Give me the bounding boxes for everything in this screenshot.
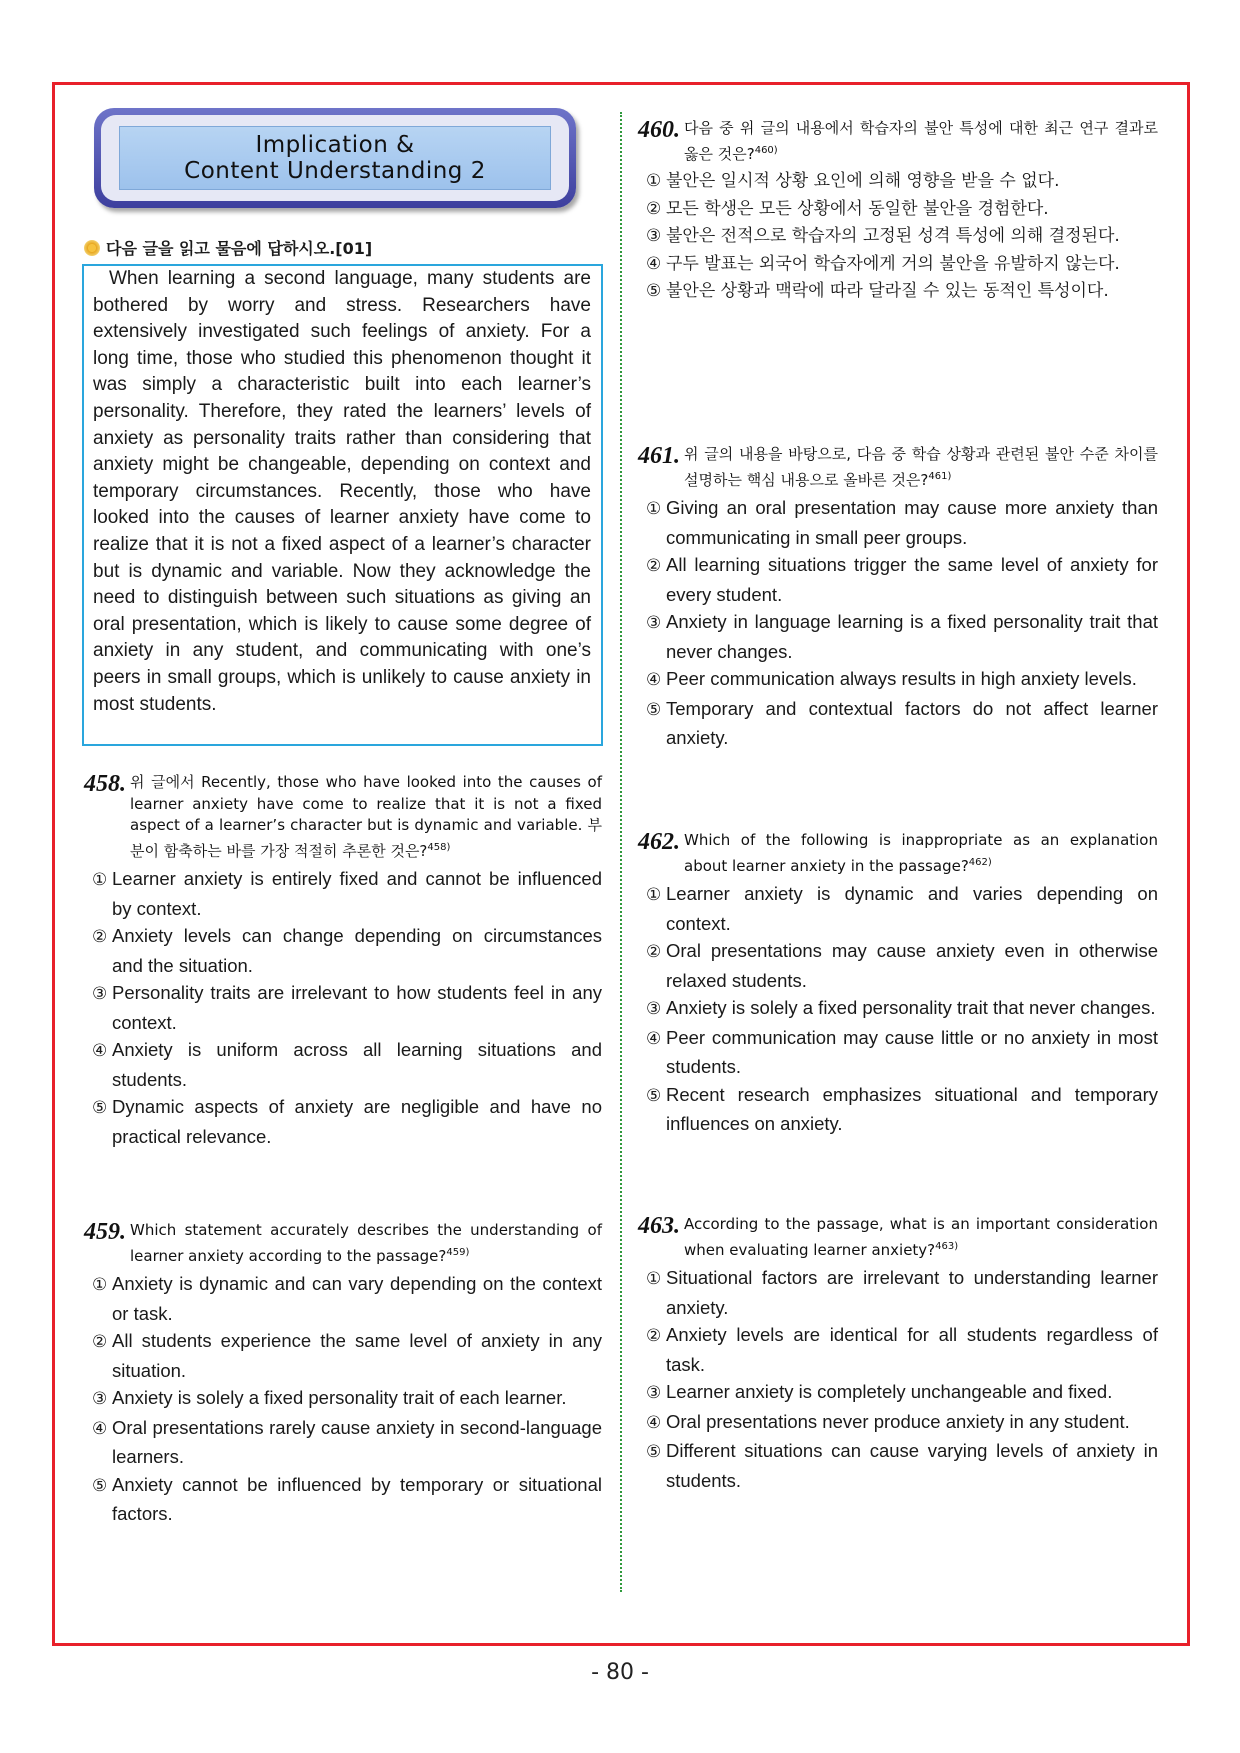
option-2[interactable]: ② Anxiety levels are identical for all students regardless of task. (646, 1324, 1158, 1375)
option-4[interactable]: ④ Anxiety is uniform across all learning situations and students. (92, 1039, 602, 1090)
question-458 (84, 772, 602, 1150)
option-3[interactable]: ③ Anxiety is solely a fixed personality trait that never changes. (646, 997, 1156, 1019)
option-5[interactable]: ⑤ Recent research emphasizes situational and temporary influences on anxiety. (646, 1083, 1158, 1134)
option-2[interactable]: ② 모든 학생은 모든 상황에서 동일한 불안을 경험한다. (646, 198, 1049, 219)
instruction (84, 236, 372, 259)
option-2[interactable]: ② Oral presentations may cause anxiety even in otherwise relaxed students. (646, 940, 1158, 991)
option-1[interactable]: ① Learner anxiety is dynamic and varies depending on context. (646, 883, 1158, 934)
question-number: 458. (84, 771, 126, 797)
instruction-text: 다음 글을 읽고 물음에 답하시오.[01] (106, 239, 373, 258)
option-list (84, 1270, 602, 1528)
option-3[interactable]: ③ Learner anxiety is completely unchangeable and fixed. (646, 1381, 1113, 1403)
option-2[interactable]: ② Anxiety levels can change depending on circumstances and the situation. (92, 925, 602, 976)
question-number: 462. (638, 829, 680, 855)
option-5[interactable]: ⑤ Temporary and contextual factors do not affect learner anxiety. (646, 697, 1158, 748)
option-3[interactable]: ③ Anxiety is solely a fixed personality trait of each learner. (92, 1387, 567, 1409)
option-3[interactable]: ③ Personality traits are irrelevant to how students feel in any context. (92, 982, 602, 1033)
option-3[interactable]: ③ Anxiety in language learning is a fixed personality trait that never changes. (646, 611, 1158, 662)
question-number: 459. (84, 1219, 126, 1245)
reading-passage (82, 264, 603, 746)
option-4[interactable]: ④ 구두 발표는 외국어 학습자에게 거의 불안을 유발하지 않는다. (646, 253, 1120, 274)
question-stem: 위 글에서 Recently, those who have looked into the causes of learner anxiety have come to realize that it is not a fixed aspect of a learner’s character but is dynamic and variable. 부분이 함축하는 바를 가장 적절히 추론한 것은?$^{458)}$ (130, 773, 602, 860)
option-1[interactable]: ① Giving an oral presentation may cause more anxiety than communicating in small peer groups. (646, 497, 1158, 548)
option-list (638, 1264, 1158, 1494)
option-4[interactable]: ④ Peer communication always results in high anxiety levels. (646, 668, 1137, 690)
option-4[interactable]: ④ Oral presentations rarely cause anxiety in second-language learners. (92, 1416, 602, 1467)
option-2[interactable]: ② All students experience the same level of anxiety in any situation. (92, 1330, 602, 1381)
option-1[interactable]: ① Learner anxiety is entirely fixed and cannot be influenced by context. (92, 868, 602, 919)
question-460 (638, 118, 1158, 306)
question-stem: According to the passage, what is an important consideration when evaluating learner anxiety?$^{463)}$ (684, 1215, 1158, 1259)
option-5[interactable]: ⑤ 불안은 상황과 맥락에 따라 달라질 수 있는 동적인 특성이다. (646, 281, 1109, 301)
option-list (638, 494, 1158, 752)
option-5[interactable]: ⑤ Different situations can cause varying levels of anxiety in students. (646, 1440, 1158, 1491)
option-1[interactable]: ① Anxiety is dynamic and can vary depending on the context or task. (92, 1273, 602, 1324)
question-number: 460. (638, 117, 680, 143)
question-stem: Which statement accurately describes the understanding of learner anxiety according to the passage?$^{459)}$ (130, 1221, 602, 1265)
option-list (84, 865, 602, 1150)
section-title-badge (94, 108, 576, 208)
option-1[interactable]: ① Situational factors are irrelevant to understanding learner anxiety. (646, 1267, 1158, 1318)
option-3[interactable]: ③ 불안은 전적으로 학습자의 고정된 성격 특성에 의해 결정된다. (646, 226, 1120, 246)
question-number: 463. (638, 1213, 680, 1239)
section-title-line-1: Implication & (255, 132, 415, 158)
option-2[interactable]: ② All learning situations trigger the same level of anxiety for every student. (646, 554, 1158, 605)
column-divider (620, 112, 622, 1592)
flower-icon (84, 240, 100, 256)
question-stem: 다음 중 위 글의 내용에서 학습자의 불안 특성에 대한 최근 연구 결과로 옳은 것은?$^{460)}$ (684, 119, 1158, 163)
option-4[interactable]: ④ Peer communication may cause little or no anxiety in most students. (646, 1026, 1158, 1077)
option-1[interactable]: ① 불안은 일시적 상황 요인에 의해 영향을 받을 수 없다. (646, 171, 1060, 191)
section-title-line-2: Content Understanding 2 (184, 158, 486, 184)
question-stem: 위 글의 내용을 바탕으로, 다음 중 학습 상황과 관련된 불안 수준 차이를 설명하는 핵심 내용으로 올바른 것은?$^{461)}$ (684, 445, 1158, 489)
question-463 (638, 1214, 1158, 1494)
option-5[interactable]: ⑤ Dynamic aspects of anxiety are negligible and have no practical relevance. (92, 1096, 602, 1147)
option-5[interactable]: ⑤ Anxiety cannot be influenced by temporary or situational factors. (92, 1473, 602, 1524)
option-list (638, 880, 1158, 1138)
question-461 (638, 444, 1158, 752)
option-list (638, 168, 1158, 306)
question-459 (84, 1220, 602, 1528)
question-number: 461. (638, 443, 680, 469)
page-number: - 80 - (591, 1660, 649, 1685)
option-4[interactable]: ④ Oral presentations never produce anxiety in any student. (646, 1410, 1130, 1433)
question-462 (638, 830, 1158, 1138)
passage-text: When learning a second language, many students are bothered by worry and stress. Researchers have extensively investigated such feelings of anxiety. For a long time, those who studied this phenomenon thought it was simply a characteristic built into each learner’s personality. Therefore, they rated the learners’ levels of anxiety as personality traits rather than considering that anxiety might be changeable, depending on context and temporary circumstances. Recently, those who have looked into the causes of learner anxiety have come to realize that it is not a fixed aspect of a learner’s character but is dynamic and variable. Now they acknowledge the need to distinguish between such situations as giving an oral presentation, which is likely to cause some degree of anxiety in any student, and communicating with one’s peers in small groups, which is unlikely to cause anxiety in most students. (93, 268, 591, 715)
question-stem: Which of the following is inappropriate as an explanation about learner anxiety in the passage?$^{462)}$ (684, 831, 1158, 875)
